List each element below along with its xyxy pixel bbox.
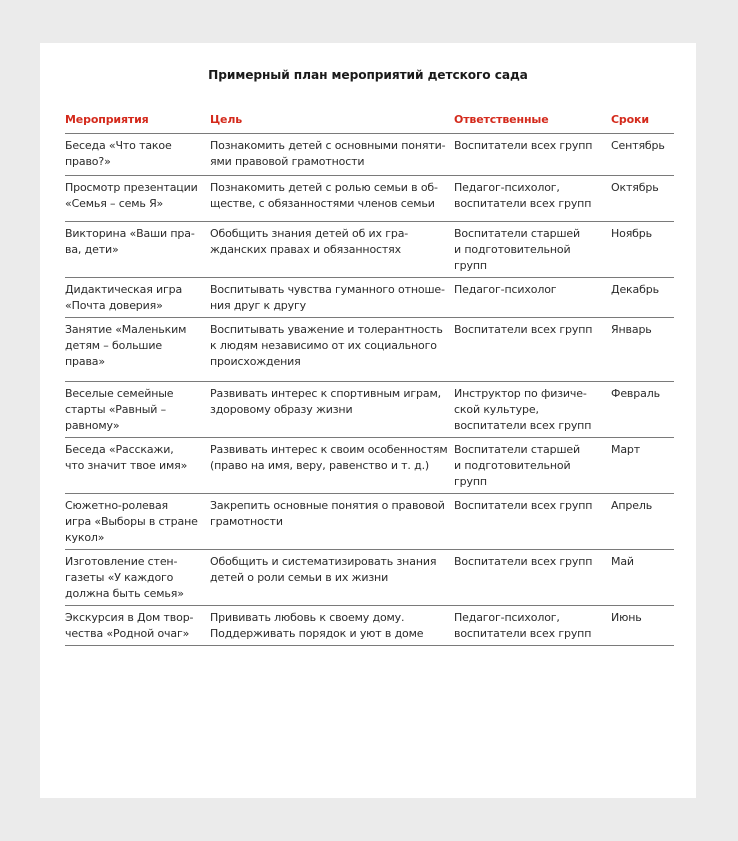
goal-cell: Познакомить детей с основными поняти- ями правовой грамотности: [210, 134, 454, 176]
responsible-cell: Педагог-психолог, воспитатели всех групп: [454, 606, 611, 646]
event-cell: Дидактическая игра «Почта доверия»: [65, 278, 210, 318]
table-row: [65, 278, 674, 318]
responsible-cell: Инструктор по физиче- ской культуре, воспитатели всех групп: [454, 382, 611, 438]
date-cell: Декабрь: [611, 278, 674, 318]
document-page: [40, 43, 696, 798]
table-row: [65, 606, 674, 646]
header-responsible: Ответственные: [454, 109, 611, 134]
event-cell: Веселые семейные старты «Равный – равному»: [65, 382, 210, 438]
responsible-cell: Воспитатели старшей и подготовительной групп: [454, 222, 611, 278]
goal-cell: Воспитывать чувства гуманного отноше- ния друг к другу: [210, 278, 454, 318]
table-row: [65, 494, 674, 550]
header-goal: Цель: [210, 109, 454, 134]
event-cell: Изготовление стен- газеты «У каждого должна быть семья»: [65, 550, 210, 606]
date-cell: Май: [611, 550, 674, 606]
event-cell: Экскурсия в Дом твор- чества «Родной очаг»: [65, 606, 210, 646]
goal-cell: Познакомить детей с ролью семьи в об- ществе, с обязанностями членов семьи: [210, 176, 454, 222]
header-dates: Сроки: [611, 109, 674, 134]
goal-cell: Прививать любовь к своему дому. Поддерживать порядок и уют в доме: [210, 606, 454, 646]
date-cell: Октябрь: [611, 176, 674, 222]
date-cell: Февраль: [611, 382, 674, 438]
table-row: [65, 318, 674, 382]
event-cell: Сюжетно-ролевая игра «Выборы в стране кукол»: [65, 494, 210, 550]
event-cell: Просмотр презентации «Семья – семь Я»: [65, 176, 210, 222]
event-cell: Беседа «Расскажи, что значит твое имя»: [65, 438, 210, 494]
responsible-cell: Воспитатели всех групп: [454, 318, 611, 382]
table-row: [65, 382, 674, 438]
responsible-cell: Воспитатели всех групп: [454, 494, 611, 550]
goal-cell: Развивать интерес к спортивным играм, здоровому образу жизни: [210, 382, 454, 438]
table-header-row: [65, 109, 674, 134]
responsible-cell: Воспитатели всех групп: [454, 134, 611, 176]
date-cell: Июнь: [611, 606, 674, 646]
responsible-cell: Педагог-психолог, воспитатели всех групп: [454, 176, 611, 222]
responsible-cell: Воспитатели старшей и подготовительной групп: [454, 438, 611, 494]
goal-cell: Закрепить основные понятия о правовой грамотности: [210, 494, 454, 550]
table-row: [65, 134, 674, 176]
goal-cell: Обобщить и систематизировать знания детей о роли семьи в их жизни: [210, 550, 454, 606]
goal-cell: Обобщить знания детей об их гра- жданских правах и обязанностях: [210, 222, 454, 278]
table-row: [65, 438, 674, 494]
table-row: [65, 222, 674, 278]
goal-cell: Развивать интерес к своим особенностям (право на имя, веру, равенство и т. д.): [210, 438, 454, 494]
date-cell: Апрель: [611, 494, 674, 550]
events-table: [65, 109, 674, 646]
responsible-cell: Педагог-психолог: [454, 278, 611, 318]
date-cell: Ноябрь: [611, 222, 674, 278]
date-cell: Сентябрь: [611, 134, 674, 176]
goal-cell: Воспитывать уважение и толерантность к людям независимо от их социального происхождения: [210, 318, 454, 382]
responsible-cell: Воспитатели всех групп: [454, 550, 611, 606]
event-cell: Викторина «Ваши пра- ва, дети»: [65, 222, 210, 278]
date-cell: Январь: [611, 318, 674, 382]
event-cell: Занятие «Маленьким детям – большие права»: [65, 318, 210, 382]
table-row: [65, 550, 674, 606]
header-events: Мероприятия: [65, 109, 210, 134]
date-cell: Март: [611, 438, 674, 494]
table-row: [65, 176, 674, 222]
page-title: Примерный план мероприятий детского сада: [208, 68, 528, 82]
event-cell: Беседа «Что такое право?»: [65, 134, 210, 176]
